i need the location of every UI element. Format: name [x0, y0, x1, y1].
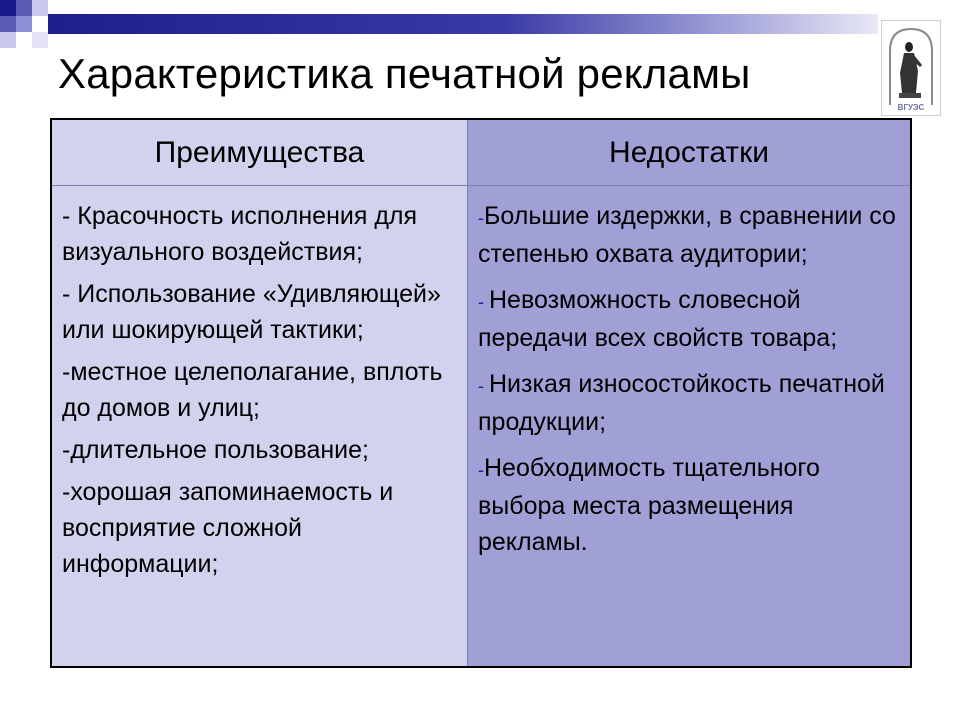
- disadvantage-text: Невозможность словесной передачи всех свойств товара;: [478, 286, 838, 352]
- advantages-list: [52, 186, 468, 666]
- decor-square: [32, 0, 48, 16]
- disadvantage-item: [478, 450, 900, 560]
- decor-square: [0, 16, 16, 32]
- decor-square: [32, 32, 48, 48]
- decor-square: [16, 16, 32, 32]
- decor-square: [0, 32, 16, 48]
- disadvantages-list: [468, 186, 910, 666]
- bullet-dash: -: [478, 208, 484, 228]
- bullet-dash: -: [478, 292, 489, 312]
- disadvantage-text: Необходимость тщательного выбора места размещения рекламы.: [478, 454, 820, 556]
- bullet-dash: -: [478, 376, 489, 396]
- header-disadvantages: Недостатки: [468, 120, 910, 186]
- disadvantage-item: [478, 282, 900, 356]
- header-advantages: Преимущества: [52, 120, 468, 186]
- advantage-item: - Использование «Удивляющей» или шокирующей тактики;: [62, 280, 441, 344]
- header-gradient-bar: [48, 14, 878, 34]
- advantage-item: -местное целеполагание, вплоть до домов и улиц;: [62, 358, 443, 422]
- decor-square: [0, 0, 16, 16]
- university-logo: [881, 20, 941, 116]
- disadvantage-text: Низкая износостойкость печатной продукции;: [478, 370, 885, 436]
- comparison-table: [50, 118, 912, 668]
- advantage-item: -хорошая запоминаемость и восприятие сложной информации;: [62, 478, 394, 578]
- statue-logo-icon: [882, 21, 940, 115]
- bullet-dash: -: [478, 460, 484, 480]
- disadvantage-item: [478, 198, 900, 272]
- svg-text:ВГУЭС: ВГУЭС: [897, 103, 925, 112]
- disadvantage-text: Большие издержки, в сравнении со степенью охвата аудитории;: [478, 202, 896, 268]
- advantage-item: -длительное пользование;: [62, 436, 369, 464]
- decor-square: [16, 0, 32, 16]
- advantage-item: - Красочность исполнения для визуального воздействия;: [62, 202, 418, 266]
- disadvantage-item: [478, 366, 900, 440]
- slide-title: Характеристика печатной рекламы: [58, 50, 751, 97]
